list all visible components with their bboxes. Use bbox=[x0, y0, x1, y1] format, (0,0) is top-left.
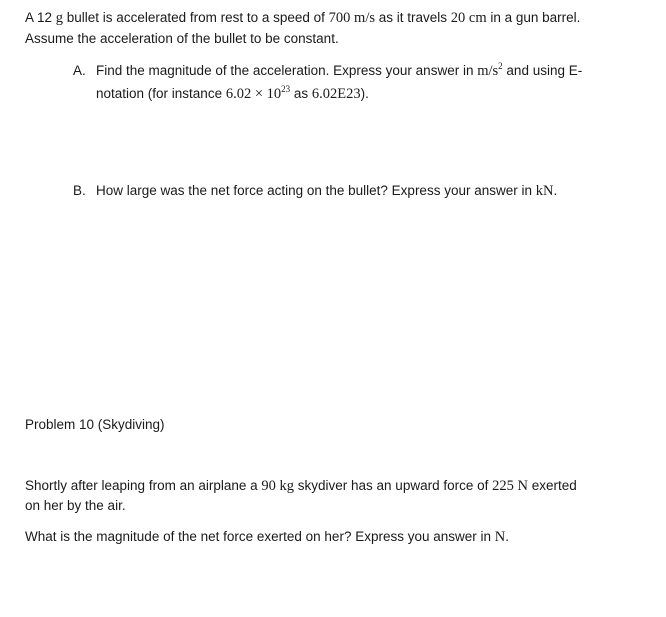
text: skydiver has an upward force of bbox=[294, 478, 493, 493]
text: exerted bbox=[527, 478, 577, 493]
text: How large was the net force acting on the bullet? Express your answer in bbox=[96, 183, 536, 198]
problem10-line1 bbox=[25, 476, 577, 496]
problem10-question bbox=[25, 527, 509, 547]
distance-value: 20 cm bbox=[450, 10, 487, 26]
speed-value: 700 m/s bbox=[328, 10, 375, 26]
unit-g: g bbox=[55, 10, 64, 26]
force-value: 225 N bbox=[492, 478, 528, 494]
text: . bbox=[505, 529, 510, 544]
problem9-intro-line2: Assume the acceleration of the bullet to be constant. bbox=[25, 31, 339, 46]
e-notation-example: 6.02E23 bbox=[311, 86, 361, 102]
problem9-intro-line1 bbox=[25, 8, 580, 28]
text: bullet is accelerated from rest to a speed of bbox=[63, 10, 329, 25]
text: in a gun barrel. bbox=[486, 10, 581, 25]
text: What is the magnitude of the net force exerted on her? Express you answer in bbox=[25, 529, 495, 544]
part-b bbox=[73, 181, 557, 201]
part-b-label: B. bbox=[73, 183, 86, 198]
part-a-label: A. bbox=[73, 63, 86, 78]
unit: N bbox=[494, 529, 506, 545]
text: ). bbox=[360, 86, 369, 101]
text: as it travels bbox=[375, 10, 451, 25]
example-number: $6.02 \times 10^{23}$ bbox=[225, 84, 291, 102]
mass-value: 90 kg bbox=[261, 478, 295, 494]
part-a-line2 bbox=[96, 84, 369, 104]
text: notation (for instance bbox=[96, 86, 226, 101]
text: Find the magnitude of the acceleration. Express your answer in bbox=[96, 63, 478, 78]
problem10-title: Problem 10 (Skydiving) bbox=[25, 417, 165, 432]
problem10-line2: on her by the air. bbox=[25, 498, 126, 513]
part-a-line1 bbox=[73, 61, 582, 81]
text: . bbox=[553, 183, 558, 198]
unit: $m/s^2$ bbox=[477, 61, 503, 79]
unit: kN bbox=[535, 183, 554, 199]
text: as bbox=[290, 86, 312, 101]
text: A 12 bbox=[25, 10, 56, 25]
text: and using E- bbox=[502, 63, 583, 78]
text: Shortly after leaping from an airplane a bbox=[25, 478, 262, 493]
